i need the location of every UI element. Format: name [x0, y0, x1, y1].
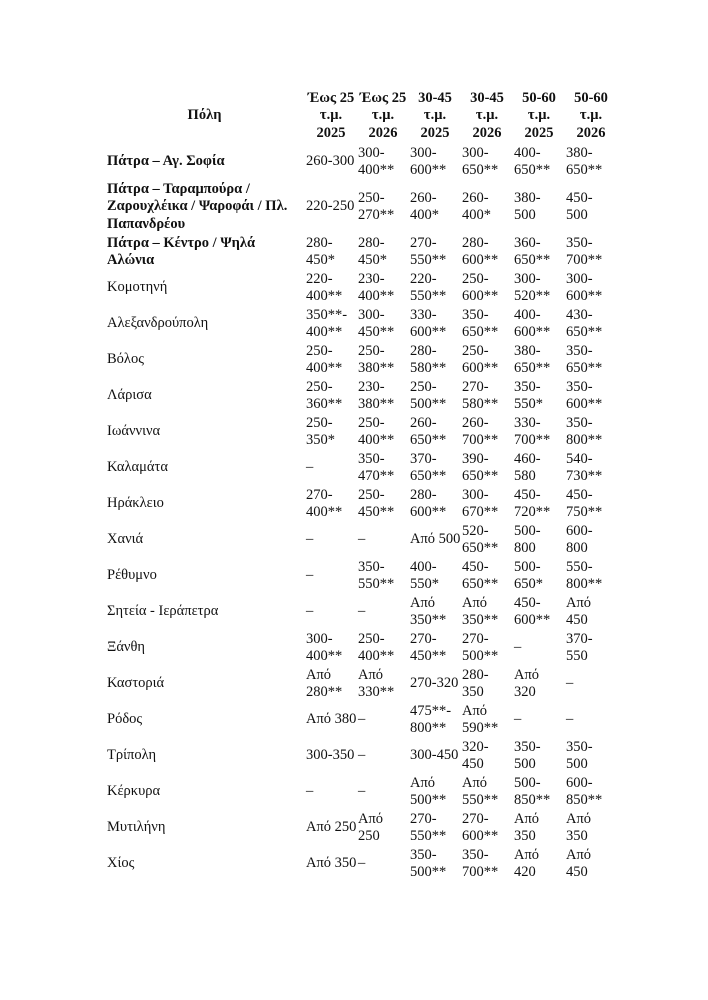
- price-cell: Από 350**: [410, 594, 447, 628]
- price-cell: 475**- 800**: [410, 702, 452, 736]
- price-cell: 330- 600**: [410, 306, 447, 340]
- price-cell: 260-300: [306, 153, 355, 170]
- price-cell: 250- 600**: [462, 270, 499, 304]
- price-cell: 540- 730**: [566, 450, 603, 484]
- price-cell: –: [306, 783, 314, 800]
- table-row: [104, 774, 617, 810]
- price-cell: 460- 580: [514, 450, 541, 484]
- price-cell: 320- 450: [462, 738, 489, 772]
- price-cell: Από 380: [306, 711, 357, 728]
- price-cell: 600- 800: [566, 522, 593, 556]
- price-cell: 370- 550: [566, 630, 593, 664]
- city-cell: Ηράκλειο: [107, 495, 164, 512]
- price-cell: Από 350: [514, 810, 540, 844]
- price-cell: –: [358, 855, 366, 872]
- price-cell: Από 350**: [462, 594, 499, 628]
- price-cell: 380- 650**: [566, 144, 603, 178]
- price-cell: 380- 650**: [514, 342, 551, 376]
- price-cell: 220- 550**: [410, 270, 447, 304]
- price-cell: 550- 800**: [566, 558, 603, 592]
- price-cell: 220- 400**: [306, 270, 343, 304]
- price-cell: 450- 750**: [566, 486, 603, 520]
- city-cell: Ρόδος: [107, 711, 143, 728]
- price-cell: Από 500**: [410, 774, 447, 808]
- price-cell: 250- 360**: [306, 378, 343, 412]
- price-cell: 350**- 400**: [306, 306, 348, 340]
- city-cell: Κομοτηνή: [107, 279, 168, 296]
- price-cell: 250- 350*: [306, 414, 335, 448]
- price-cell: 270- 550**: [410, 810, 447, 844]
- price-cell: 350- 700**: [566, 234, 603, 268]
- price-cell: –: [566, 711, 574, 728]
- price-cell: 250- 400**: [358, 630, 395, 664]
- price-cell: 270- 600**: [462, 810, 499, 844]
- price-cell: –: [514, 711, 522, 728]
- table-row: [104, 270, 617, 306]
- price-cell: 280- 350: [462, 666, 489, 700]
- price-cell: 300- 400**: [306, 630, 343, 664]
- price-cell: 270- 550**: [410, 234, 447, 268]
- rent-prices-table: [104, 88, 617, 882]
- price-cell: 350- 500: [514, 738, 541, 772]
- header-col: Έως 25 τ.μ. 2025: [307, 89, 355, 141]
- price-cell: Από 350: [566, 810, 592, 844]
- price-cell: 250- 380**: [358, 342, 395, 376]
- price-cell: 300-350: [306, 747, 355, 764]
- price-cell: 250- 400**: [358, 414, 395, 448]
- price-cell: Από 320: [514, 666, 540, 700]
- header-city: Πόλη: [187, 107, 222, 124]
- city-cell: Μυτιλήνη: [107, 819, 166, 836]
- price-cell: –: [566, 675, 574, 692]
- price-cell: –: [306, 459, 314, 476]
- price-cell: –: [514, 639, 522, 656]
- city-cell: Λάρισα: [107, 387, 152, 404]
- price-cell: 270-320: [410, 675, 459, 692]
- city-cell: Ιωάννινα: [107, 423, 161, 440]
- price-cell: 280- 580**: [410, 342, 447, 376]
- price-cell: Από 250: [358, 810, 384, 844]
- price-cell: 270- 500**: [462, 630, 499, 664]
- table-row: [104, 180, 617, 234]
- price-cell: 350- 550*: [514, 378, 543, 412]
- table-header-row: [104, 88, 617, 144]
- price-cell: 350- 550**: [358, 558, 395, 592]
- table-body: [104, 144, 617, 882]
- city-cell: Ρέθυμνο: [107, 567, 157, 584]
- table-row: [104, 738, 617, 774]
- price-cell: 400- 550*: [410, 558, 439, 592]
- price-cell: 280- 450*: [358, 234, 387, 268]
- city-cell: Κέρκυρα: [107, 783, 161, 800]
- table-row: [104, 630, 617, 666]
- city-cell: Βόλος: [107, 351, 144, 368]
- price-cell: –: [306, 531, 314, 548]
- city-cell: Πάτρα – Αγ. Σοφία: [107, 153, 225, 170]
- price-cell: 400- 600**: [514, 306, 551, 340]
- city-cell: Πάτρα – Κέντρο / Ψηλά Αλώνια: [107, 234, 256, 268]
- price-cell: Από 330**: [358, 666, 395, 700]
- table-row: [104, 144, 617, 180]
- header-col: 50-60 τ.μ. 2025: [522, 89, 556, 141]
- price-cell: 300- 600**: [410, 144, 447, 178]
- table-row: [104, 450, 617, 486]
- price-cell: –: [306, 567, 314, 584]
- price-cell: 500- 800: [514, 522, 541, 556]
- price-cell: 250- 450**: [358, 486, 395, 520]
- table-row: [104, 702, 617, 738]
- price-cell: –: [358, 783, 366, 800]
- price-cell: –: [358, 747, 366, 764]
- price-cell: Από 350: [306, 855, 357, 872]
- price-cell: 360- 650**: [514, 234, 551, 268]
- price-cell: 260- 650**: [410, 414, 447, 448]
- price-cell: 280- 600**: [410, 486, 447, 520]
- price-cell: 250- 400**: [306, 342, 343, 376]
- table-row: [104, 846, 617, 882]
- table-row: [104, 594, 617, 630]
- city-cell: Σητεία - Ιεράπετρα: [107, 603, 219, 620]
- price-cell: Από 590**: [462, 702, 499, 736]
- price-cell: 300- 520**: [514, 270, 551, 304]
- city-cell: Πάτρα – Ταραμπούρα / Ζαρουχλέικα / Ψαροφάι / Πλ. Παπανδρέου: [107, 180, 288, 232]
- price-cell: 250- 600**: [462, 342, 499, 376]
- price-cell: 350- 700**: [462, 846, 499, 880]
- price-cell: 520- 650**: [462, 522, 499, 556]
- price-cell: 500- 850**: [514, 774, 551, 808]
- price-cell: 350- 500**: [410, 846, 447, 880]
- price-cell: 230- 380**: [358, 378, 395, 412]
- price-cell: 350- 500: [566, 738, 593, 772]
- price-cell: 260- 400*: [462, 189, 491, 223]
- price-cell: Από 250: [306, 819, 357, 836]
- price-cell: 270- 400**: [306, 486, 343, 520]
- price-cell: 350- 650**: [462, 306, 499, 340]
- price-cell: –: [358, 531, 366, 548]
- table-row: [104, 378, 617, 414]
- price-cell: 270- 580**: [462, 378, 499, 412]
- table-row: [104, 558, 617, 594]
- city-cell: Χίος: [107, 855, 135, 872]
- price-cell: 380- 500: [514, 189, 541, 223]
- price-cell: 220-250: [306, 198, 355, 215]
- price-cell: 390- 650**: [462, 450, 499, 484]
- price-cell: 300- 450**: [358, 306, 395, 340]
- price-cell: Από 280**: [306, 666, 343, 700]
- city-cell: Αλεξανδρούπολη: [107, 315, 209, 332]
- header-col: 30-45 τ.μ. 2025: [418, 89, 452, 141]
- table-row: [104, 234, 617, 270]
- price-cell: 350- 650**: [566, 342, 603, 376]
- price-cell: 300- 650**: [462, 144, 499, 178]
- price-cell: 250- 270**: [358, 189, 395, 223]
- price-cell: 280- 450*: [306, 234, 335, 268]
- table-row: [104, 342, 617, 378]
- price-cell: 260- 700**: [462, 414, 499, 448]
- header-col: 30-45 τ.μ. 2026: [470, 89, 504, 141]
- price-cell: 330- 700**: [514, 414, 551, 448]
- price-cell: 230- 400**: [358, 270, 395, 304]
- price-cell: Από 500: [410, 531, 461, 548]
- price-cell: 350- 600**: [566, 378, 603, 412]
- price-cell: –: [358, 603, 366, 620]
- price-cell: 450- 720**: [514, 486, 551, 520]
- price-cell: 450- 500: [566, 189, 593, 223]
- table-row: [104, 414, 617, 450]
- city-cell: Καστοριά: [107, 675, 165, 692]
- price-cell: 270- 450**: [410, 630, 447, 664]
- city-cell: Καλαμάτα: [107, 459, 168, 476]
- table-row: [104, 522, 617, 558]
- price-cell: 500- 650*: [514, 558, 543, 592]
- price-cell: 430- 650**: [566, 306, 603, 340]
- price-cell: 300- 400**: [358, 144, 395, 178]
- price-cell: 250- 500**: [410, 378, 447, 412]
- table-row: [104, 306, 617, 342]
- price-cell: 300-450: [410, 747, 459, 764]
- price-cell: Από 420: [514, 846, 540, 880]
- price-cell: 280- 600**: [462, 234, 499, 268]
- price-cell: Από 450: [566, 594, 592, 628]
- city-cell: Τρίπολη: [107, 747, 157, 764]
- price-cell: Από 550**: [462, 774, 499, 808]
- table-row: [104, 666, 617, 702]
- price-cell: 350- 800**: [566, 414, 603, 448]
- price-cell: 450- 650**: [462, 558, 499, 592]
- header-col: 50-60 τ.μ. 2026: [574, 89, 608, 141]
- price-cell: 400- 650**: [514, 144, 551, 178]
- header-col: Έως 25 τ.μ. 2026: [359, 89, 407, 141]
- table-row: [104, 486, 617, 522]
- price-cell: 600- 850**: [566, 774, 603, 808]
- price-cell: 450- 600**: [514, 594, 551, 628]
- table-row: [104, 810, 617, 846]
- price-cell: 370- 650**: [410, 450, 447, 484]
- city-cell: Χανιά: [107, 531, 144, 548]
- price-cell: –: [358, 711, 366, 728]
- price-cell: Από 450: [566, 846, 592, 880]
- price-cell: 300- 670**: [462, 486, 499, 520]
- price-cell: 350- 470**: [358, 450, 395, 484]
- price-cell: 300- 600**: [566, 270, 603, 304]
- price-cell: –: [306, 603, 314, 620]
- price-cell: 260- 400*: [410, 189, 439, 223]
- city-cell: Ξάνθη: [107, 639, 146, 656]
